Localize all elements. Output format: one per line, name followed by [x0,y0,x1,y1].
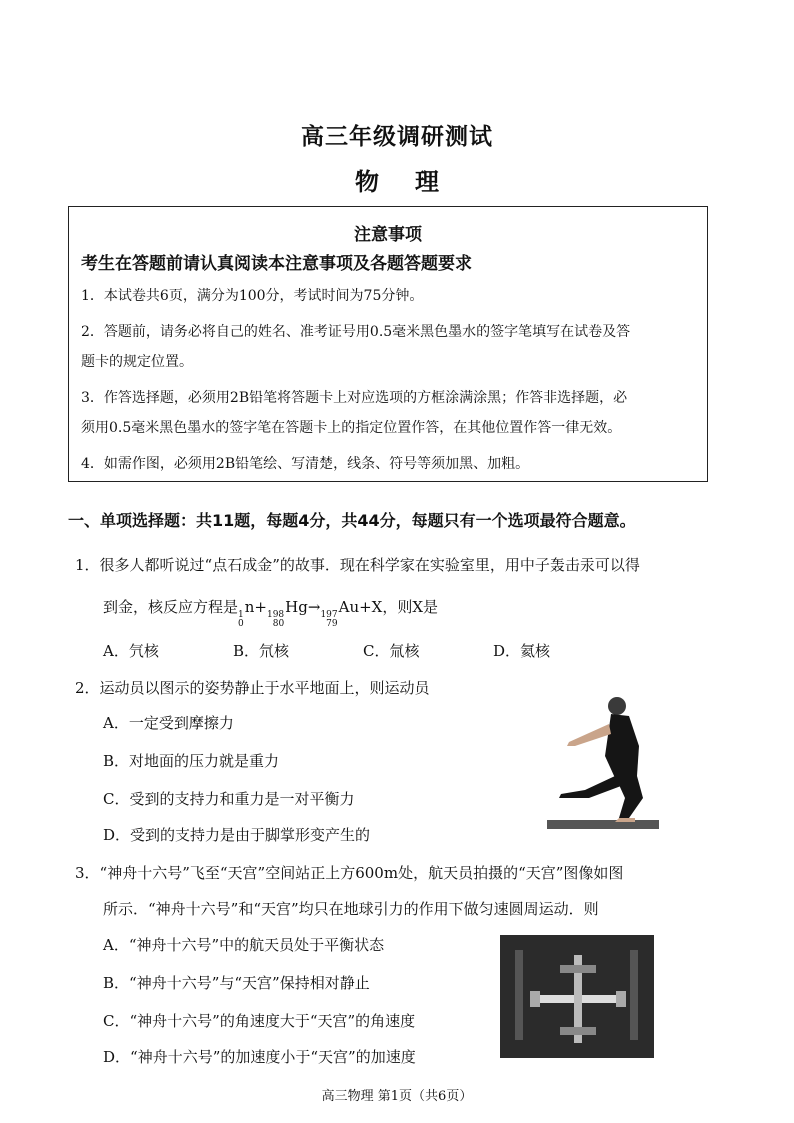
notice-item: 须用0.5毫米黑色墨水的签字笔在答题卡上的指定位置作答，在其他位置作答一律无效。 [81,420,622,436]
nuclide-au: 197 79 [320,610,338,629]
q1-option-c: C．氚核 [363,642,420,660]
notice-item: 3．作答选择题，必须用2B铅笔将答题卡上对应选项的方框涂满涂黑；作答非选择题，必 [81,390,628,406]
symbol-hg: Hg→ [285,598,321,616]
q3-option-a: A．“神舟十六号”中的航天员处于平衡状态 [103,936,385,954]
q1-option-b: B．氘核 [233,642,290,660]
q2-option-d: D．受到的支持力是由于脚掌形变产生的 [103,826,371,844]
notice-item: 2．答题前，请务必将自己的姓名、准考证号用0.5毫米黑色墨水的签字笔填写在试卷及答 [81,324,631,340]
notice-item: 4．如需作图，必须用2B铅笔绘、写清楚，线条、符号等须加黑、加粗。 [81,456,530,472]
q1-stem-line2 [103,596,438,629]
exam-title: 高三年级调研测试 [301,123,493,150]
q1-option-d: D．氦核 [493,642,551,660]
notice-item: 题卡的规定位置。 [81,354,193,370]
symbol-au: Au+X [338,598,383,616]
q1-option-a: A．氕核 [103,642,159,660]
notice-box [68,206,708,482]
q2-option-c: C．受到的支持力和重力是一对平衡力 [103,790,355,808]
q3-option-b: B．“神舟十六号”与“天宫”保持相对静止 [103,974,370,992]
symbol-n: n+ [244,598,267,616]
q1-prefix: 到金，核反应方程是 [103,598,239,616]
q2-stem: 2．运动员以图示的姿势静止于水平地面上，则运动员 [75,679,430,697]
page-footer: 高三物理 第1页（共6页） [321,1089,473,1104]
q3-option-c: C．“神舟十六号”的角速度大于“天宫”的角速度 [103,1012,416,1030]
section-heading: 一、单项选择题：共11题，每题4分，共44分，每题只有一个选项最符合题意。 [68,511,636,530]
nuclide-hg: 198 80 [266,610,285,629]
notice-item: 1．本试卷共6页，满分为100分，考试时间为75分钟。 [81,288,424,304]
space-station-photo [500,935,654,1058]
notice-subheading: 考生在答题前请认真阅读本注意事项及各题答题要求 [81,254,472,274]
subject-char-1: 物 [355,167,379,196]
q3-stem-line1: 3．“神舟十六号”飞至“天宫”空间站正上方600m处，航天员拍摄的“天宫”图像如图 [75,864,624,882]
q2-option-b: B．对地面的压力就是重力 [103,752,280,770]
q1-stem-line1: 1．很多人都听说过“点石成金”的故事．现在科学家在实验室里，用中子轰击汞可以得 [75,556,640,574]
athlete-photo [545,686,661,832]
subject-char-2: 理 [415,167,439,196]
q3-stem-line2: 所示．“神舟十六号”和“天宫”均只在地球引力的作用下做匀速圆周运动．则 [103,900,599,918]
q2-option-a: A．一定受到摩擦力 [103,714,234,732]
q3-option-d: D．“神舟十六号”的加速度小于“天宫”的加速度 [103,1048,416,1066]
nuclide-n: 1 0 [238,610,244,629]
q1-suffix: ，则X是 [382,598,439,616]
notice-heading: 注意事项 [354,225,422,245]
subject-title [0,162,794,197]
